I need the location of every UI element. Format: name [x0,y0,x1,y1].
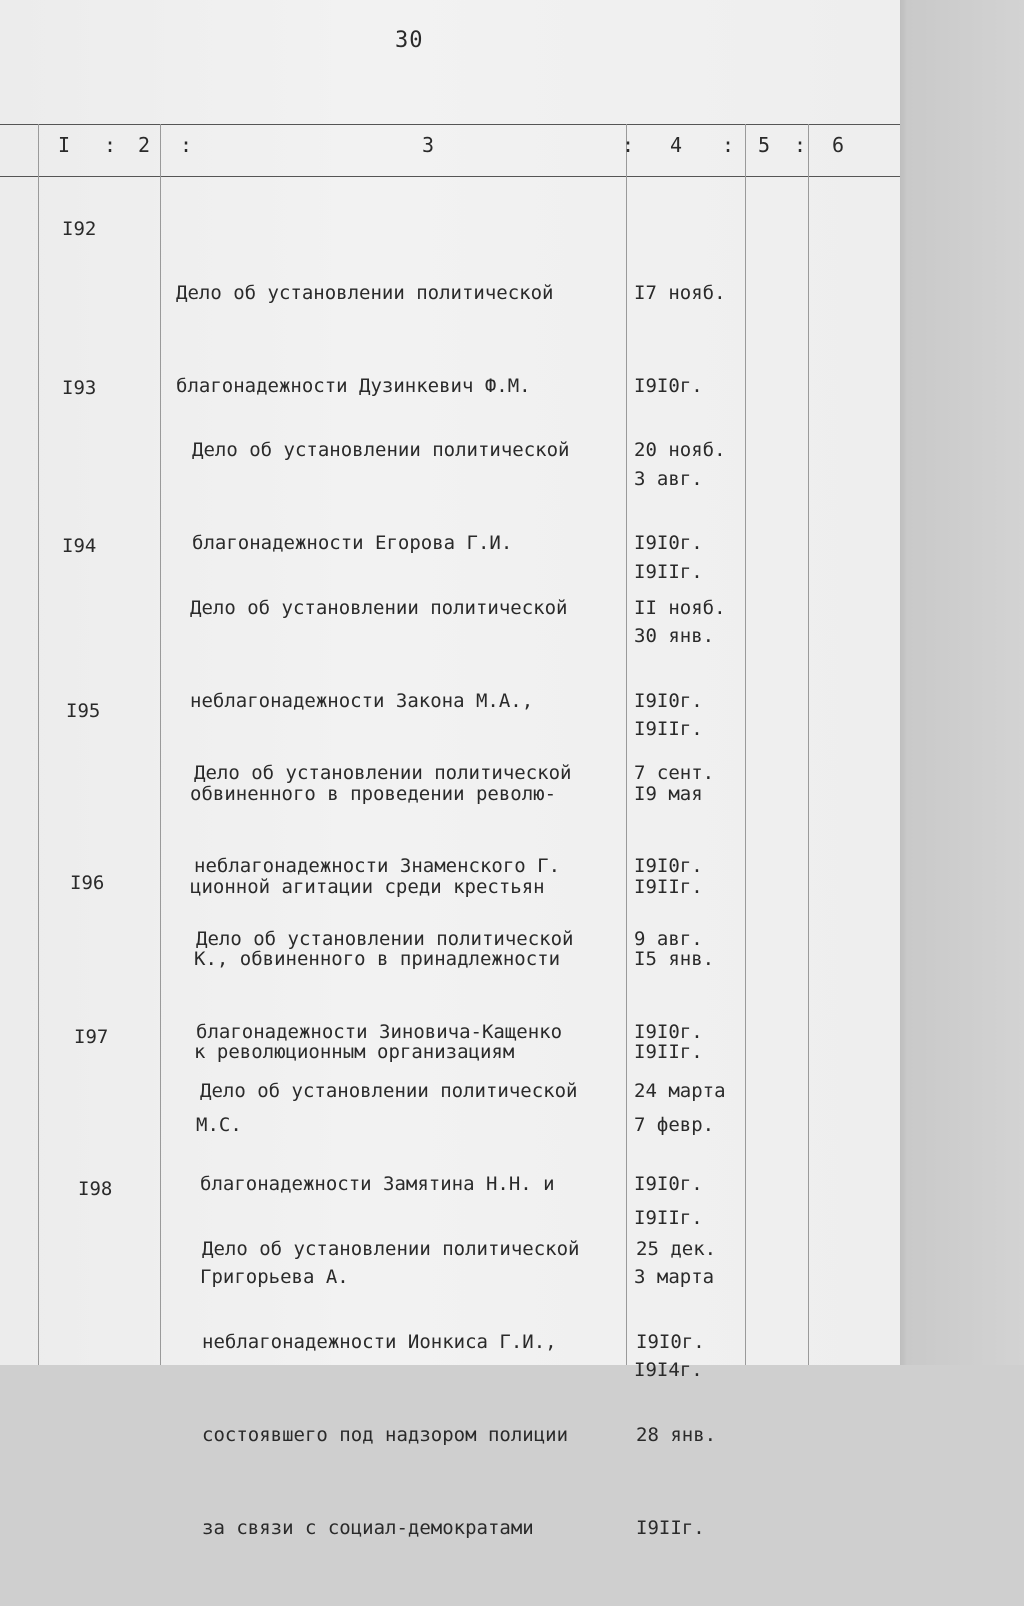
header-sep: : [722,133,735,157]
header-sep: : [104,133,117,157]
description-line: Григорьева А. [200,1266,349,1288]
header-bottom-rule [0,176,900,177]
entry-number: I98 [78,1178,113,1200]
date-line: 3 авг. [634,468,703,490]
description-line: Дело об установлении политической [176,282,554,304]
header-col-3: 3 [422,133,435,157]
description-line: Дело об установлении политической [190,597,568,619]
date-line: I9I0г. [634,375,703,397]
header-col-4: 4 [670,133,683,157]
date-line: I9IIг. [634,1207,703,1229]
header-sep: : [794,133,807,157]
description-line: состоявшего под надзором полиции [202,1424,569,1446]
date-line: 7 февр. [634,1114,715,1136]
column-divider [626,124,627,1365]
entry-number: I92 [62,218,97,240]
description-line: М.С. [196,1114,242,1136]
date-line: I9I0г. [634,1173,703,1195]
date-line: I9 мая [634,783,703,805]
column-divider [38,124,39,1365]
date-line: I9I0г. [634,690,703,712]
date-line: I9I0г. [634,532,703,554]
date-line: 7 сент. [634,762,715,784]
entry-number: I97 [74,1026,109,1048]
description-line: благонадежности Дузинкевич Ф.М. [176,375,531,397]
description-line: К., обвиненного в принадлежности [194,948,561,970]
date-line: I9IIг. [636,1517,705,1539]
header-col-5: 5 [758,133,771,157]
column-divider [160,124,161,1365]
header-col-6: 6 [832,133,845,157]
date-line: I9IIг. [634,561,703,583]
date-line: I9I4г. [634,1359,703,1381]
date-line: 25 дек. [636,1238,717,1260]
description-line: Дело об установлении политической [196,928,574,950]
date-line: 24 марта [634,1080,726,1102]
entry-number: I96 [70,872,105,894]
description-line: благонадежности Егорова Г.И. [192,532,513,554]
description-line: Дело об установлении политической [202,1238,580,1260]
description-line: благонадежности Зиновича-Кащенко [196,1021,563,1043]
description-line: к революционным организациям [194,1041,515,1063]
description-line: обвиненного в проведении револю- [190,783,557,805]
description-line: за связи с социал-демократами [202,1517,534,1539]
header-sep: : [622,133,635,157]
date-line: I9I0г. [634,855,703,877]
description-line: благонадежности Замятина Н.Н. и [200,1173,555,1195]
entry-dates [636,1172,716,1606]
header-col-2: 2 [138,133,151,157]
date-line: I5 янв. [634,948,715,970]
description-line: Дело об установлении политической [194,762,572,784]
date-line: II нояб. [634,597,726,619]
description-line: неблагонадежности Закона М.А., [190,690,534,712]
entry-number: I95 [66,700,101,722]
entry-description [202,1172,580,1606]
description-line: Дело об установлении политической [192,439,570,461]
date-line: 9 авг. [634,928,703,950]
date-line: 28 янв. [636,1424,717,1446]
column-divider [808,124,809,1365]
date-line: 3 марта [634,1266,715,1288]
date-line: I9IIг. [634,718,703,740]
date-line: I9I0г. [636,1331,705,1353]
date-line: I9IIг. [634,876,703,898]
header-top-rule [0,124,900,125]
header-col-1: I [58,133,71,157]
description-line: ционной агитации среди крестьян [190,876,545,898]
entry-number: I93 [62,377,97,399]
page-number: 30 [395,28,424,53]
date-line: I9IIг. [634,1041,703,1063]
description-line: Дело об установлении политической [200,1080,578,1102]
background-page-edge [900,0,1024,1365]
date-line: I9I0г. [634,1021,703,1043]
date-line: I7 нояб. [634,282,726,304]
description-line: неблагонадежности Ионкиса Г.И., [202,1331,557,1353]
column-divider [745,124,746,1365]
date-line: 20 нояб. [634,439,726,461]
header-sep: : [180,133,193,157]
description-line: неблагонадежности Знаменского Г. [194,855,561,877]
date-line: 30 янв. [634,625,715,647]
entry-number: I94 [62,535,97,557]
